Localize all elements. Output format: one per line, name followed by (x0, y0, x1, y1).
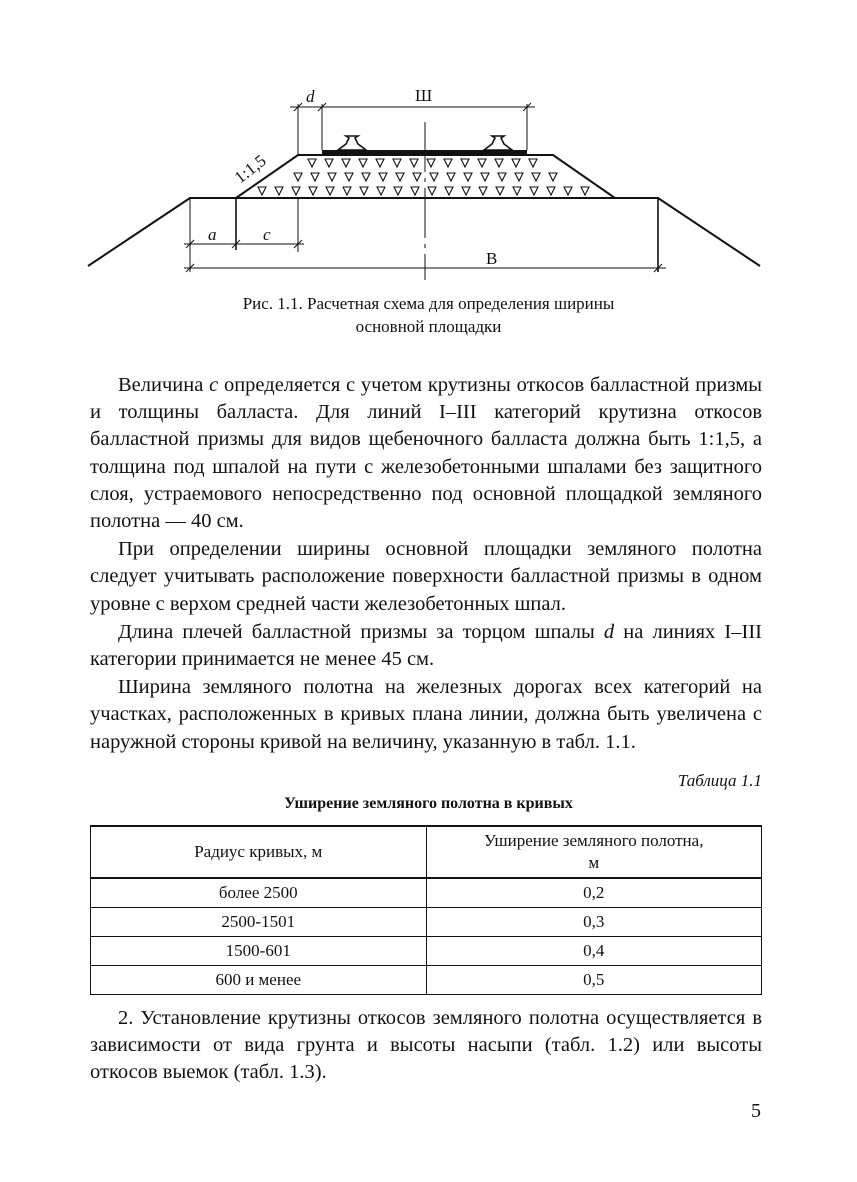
ballast-mark (445, 187, 453, 195)
ballast-mark (294, 173, 302, 181)
table-row (91, 937, 762, 966)
header-radius: Радиус кривых, м (91, 826, 427, 878)
ballast-mark (393, 159, 401, 167)
label-slope: 1:1,5 (230, 150, 270, 188)
section-2-text (90, 1005, 762, 1087)
cell-widening: 0,3 (426, 908, 762, 937)
cell-radius: 1500-601 (91, 937, 427, 966)
embankment-outline (88, 198, 760, 266)
caption-line-2: основной площадки (355, 317, 502, 336)
ballast-mark (547, 187, 555, 195)
ballast-mark (308, 159, 316, 167)
table-header-row (91, 826, 762, 878)
ballast-mark (343, 187, 351, 195)
ballast-mark (325, 159, 333, 167)
paragraph-1: Величина c определяется с учетом крутизны откосов балластной призмы и толщины балласта. Для линий I–III категорий крутизна откосов балластной призмы для видов щебеночного балласта должна быть 1:1,5, а толщина под шпалой на пути с железобетонными шпалами без защитного слоя, устраемового непосредственно под основной площадкой земляного полотна — 40 см. (90, 374, 762, 533)
label-a: a (208, 225, 217, 244)
ballast-mark (444, 159, 452, 167)
ballast-mark (258, 187, 266, 195)
var-c: c (209, 374, 219, 396)
ballast-mark (529, 159, 537, 167)
figure-caption (0, 292, 857, 338)
ballast-mark (464, 173, 472, 181)
ballast-mark (342, 159, 350, 167)
ballast-mark (478, 159, 486, 167)
ballast-mark (359, 159, 367, 167)
ballast-mark (309, 187, 317, 195)
ballast-mark (430, 173, 438, 181)
ballast-mark (549, 173, 557, 181)
ballast-mark (462, 187, 470, 195)
rail-right (484, 136, 512, 150)
paragraph-4: Ширина земляного полотна на железных дорогах всех категорий на участках, расположенных в кривых плана линии, должна быть увеличена с наружной стороны кривой на величину, указанную в табл. 1.1. (90, 676, 762, 753)
ballast-mark (479, 187, 487, 195)
body-text (90, 372, 762, 756)
ballast-texture (258, 159, 589, 195)
header-widening: Уширение земляного полотна, м (426, 826, 762, 878)
cell-widening: 0,4 (426, 937, 762, 966)
table-number: Таблица 1.1 (677, 771, 762, 790)
ballast-mark (328, 173, 336, 181)
ballast-mark (512, 159, 520, 167)
ballast-mark (564, 187, 572, 195)
ballast-mark (275, 187, 283, 195)
cell-radius: более 2500 (91, 878, 427, 908)
ballast-mark (515, 173, 523, 181)
ballast-mark (428, 187, 436, 195)
label-c: c (263, 225, 271, 244)
label-sh: Ш (415, 86, 433, 105)
cell-radius: 2500-1501 (91, 908, 427, 937)
ballast-mark (360, 187, 368, 195)
ballast-mark (396, 173, 404, 181)
cell-radius: 600 и менее (91, 966, 427, 995)
ballast-mark (376, 159, 384, 167)
ballast-mark (496, 187, 504, 195)
var-d: d (603, 620, 615, 643)
ballast-mark (379, 173, 387, 181)
widening-table (90, 825, 762, 995)
ballast-mark (345, 173, 353, 181)
table-title: Уширение земляного полотна в кривых (284, 795, 573, 812)
paragraph-3: Длина плечей балластной призмы за торцом шпалы d на линиях I–III категории принимается не менее 45 см. (90, 620, 762, 671)
rail-left (338, 136, 366, 150)
ballast-mark (394, 187, 402, 195)
ballast-mark (481, 173, 489, 181)
ballast-mark (410, 159, 418, 167)
ballast-mark (377, 187, 385, 195)
ballast-mark (326, 187, 334, 195)
ballast-mark (427, 159, 435, 167)
table-row (91, 908, 762, 937)
ballast-mark (413, 173, 421, 181)
page-number: 5 (751, 1100, 761, 1122)
table-row (91, 878, 762, 908)
ballast-mark (411, 187, 419, 195)
ballast-mark (581, 187, 589, 195)
label-b: В (486, 249, 498, 268)
ballast-diagram (0, 80, 857, 280)
ballast-mark (461, 159, 469, 167)
label-d: d (306, 87, 315, 106)
cell-widening: 0,2 (426, 878, 762, 908)
ballast-mark (447, 173, 455, 181)
ballast-mark (292, 187, 300, 195)
paragraph-2: При определении ширины основной площадки земляного полотна следует учитывать расположение поверхности балластной призмы в одном уровне с верхом средней части железобетонных шпал. (90, 538, 762, 615)
ballast-mark (311, 173, 319, 181)
ballast-mark (495, 159, 503, 167)
ballast-mark (362, 173, 370, 181)
ballast-mark (498, 173, 506, 181)
paragraph-5: 2. Установление крутизны откосов земляного полотна осуществляется в зависимости от вида грунта и высоты насыпи (табл. 1.2) или высоты откосов выемок (табл. 1.3). (90, 1007, 762, 1084)
ballast-mark (532, 173, 540, 181)
table-row (91, 966, 762, 995)
ballast-mark (530, 187, 538, 195)
figure-ballast-scheme (0, 80, 857, 280)
ballast-mark (513, 187, 521, 195)
caption-line-1: Рис. 1.1. Расчетная схема для определения ширины (242, 294, 615, 313)
cell-widening: 0,5 (426, 966, 762, 995)
